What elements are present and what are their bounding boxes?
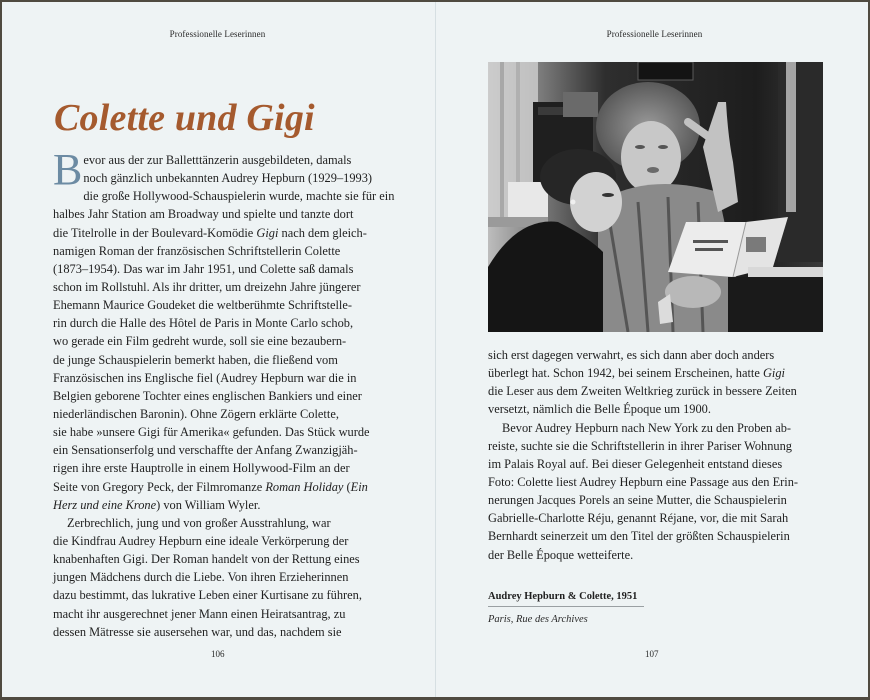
text-line: wo gerade ein Film gedreht wurde, soll sie eine bezaubern- [53, 334, 347, 349]
text-line: dazu bestimmt, das lukrative Leben einer Kurtisane zu führen, [53, 588, 362, 603]
text-line: noch gänzlich unbekannten Audrey Hepburn (1929–1993) [83, 171, 373, 186]
text-line: Foto: Colette liest Audrey Hepburn eine Passage aus den Erin- [488, 474, 799, 489]
text-run: die Titelrolle in der Boulevard-Komödie [53, 225, 257, 240]
book-spread [2, 2, 868, 697]
text-line: Französischen ins Englische fiel (Audrey Hepburn war die in [53, 370, 357, 385]
text-line: die Leser aus dem Zweiten Weltkrieg zurück in bessere Zeiten [488, 384, 797, 399]
text-line: evor aus der zur Balletttänzerin ausgebildeten, damals [83, 153, 352, 167]
text-line: versetzt, nämlich die Belle Époque um 1900. [488, 402, 711, 417]
text-run: überlegt hat. Schon 1942, bei seinem Erscheinen, hatte [488, 366, 763, 381]
text-run: ) von William Wyler. [156, 497, 261, 512]
text-line [53, 478, 393, 496]
text-line [53, 496, 393, 514]
text-line: rin durch die Halle des Hôtel de Paris in Monte Carlo schob, [53, 316, 354, 331]
text-line: knabenhaften Gigi. Der Roman handelt von der Rettung eines [53, 552, 360, 567]
text-line: macht ihr ausgerechnet jener Mann einen Heiratsantrag, zu [53, 606, 346, 621]
text-line: dessen Mätresse sie ausersehen war, und das, nachdem sie [53, 624, 342, 639]
text-line: der Belle Époque wetteiferte. [488, 547, 634, 562]
text-line: schon im Rollstuhl. Als ihr dritter, um dreizehn Jahre jüngerer [53, 279, 361, 294]
text-line: namigen Roman der französischen Schriftstellerin Colette [53, 243, 341, 258]
right-body-text [488, 346, 828, 564]
text-line-paragraph-start: Zerbrechlich, jung und von großer Ausstrahlung, war [67, 515, 331, 530]
page-number-right: 107 [645, 649, 659, 659]
text-line: nerungen Jacques Porels an seine Mutter, die Schauspielerin [488, 493, 787, 508]
italic-title-gigi: Gigi [762, 366, 785, 381]
right-page [437, 2, 868, 697]
photo-caption [488, 591, 644, 625]
caption-credit: Paris, Rue des Archives [488, 614, 588, 625]
text-line: rigen ihre erste Hauptrolle in einem Hollywood-Film an der [53, 461, 350, 476]
text-line: halbes Jahr Station am Broadway und spielte und tanzte dort [53, 207, 354, 222]
text-run: Seite von Gregory Peck, der Filmromanze [53, 479, 266, 494]
text-line: Ehemann Maurice Goudeket die weltberühmte Schriftstelle- [53, 298, 352, 313]
caption-title: Audrey Hepburn & Colette, 1951 [488, 591, 644, 607]
italic-title-herz: Herz und eine Krone [53, 497, 157, 512]
text-line: (1873–1954). Das war im Jahr 1951, und Colette saß damals [53, 261, 354, 276]
text-line: die Kindfrau Audrey Hepburn eine ideale Verkörperung der [53, 533, 349, 548]
text-line: sie habe »unsere Gigi für Amerika« gefunden. Das Stück wurde [53, 425, 370, 440]
text-line: niederländischen Baronin). Ohne Zögern erklärte Colette, [53, 406, 339, 421]
text-line: sich erst dagegen verwahrt, es sich dann aber doch anders [488, 348, 775, 362]
chapter-title: Colette und Gigi [54, 97, 315, 139]
running-head-right: Professionelle Leserinnen [606, 29, 703, 39]
text-line-paragraph-start: Bevor Audrey Hepburn nach New York zu den Proben ab- [502, 420, 792, 435]
dropcap-letter: B [53, 145, 83, 194]
text-line: ein Sensationserfolg und verschaffte der Anfang Zwanzigjäh- [53, 443, 358, 458]
photo-colette-hepburn [488, 62, 823, 332]
text-run: ( [343, 479, 351, 494]
left-page [2, 2, 437, 697]
italic-title-roman-holiday: Roman Holiday [265, 479, 344, 494]
left-body-text [53, 145, 395, 641]
running-head-left: Professionelle Leserinnen [169, 29, 266, 39]
text-line: de junge Schauspielerin bemerkt haben, die fließend vom [53, 352, 338, 367]
text-line [488, 364, 828, 382]
text-line [53, 224, 393, 242]
photo-image [488, 62, 823, 332]
italic-title-gigi: Gigi [256, 225, 279, 240]
text-line: Gabrielle-Charlotte Réju, genannt Réjane, vor, die mit Sarah [488, 511, 789, 526]
page-number-left: 106 [211, 649, 225, 659]
text-run: nach dem gleich- [278, 225, 367, 240]
text-line: Belgien geborene Tochter eines englischen Bankiers und einer [53, 388, 362, 403]
text-line: reiste, suchte sie die Schriftstellerin in ihrer Pariser Wohnung [488, 438, 792, 453]
italic-title-fragment: Ein [350, 479, 368, 494]
text-line: jungen Mädchens durch die Liebe. Von ihren Erzieherinnen [53, 570, 349, 585]
text-line: die große Hollywood-Schauspielerin wurde, machte sie für ein [83, 189, 395, 204]
text-line: Bernhardt seinerzeit um den Titel der größten Schauspielerin [488, 529, 790, 544]
text-line: im Palais Royal auf. Bei dieser Gelegenheit entstand dieses [488, 456, 783, 471]
